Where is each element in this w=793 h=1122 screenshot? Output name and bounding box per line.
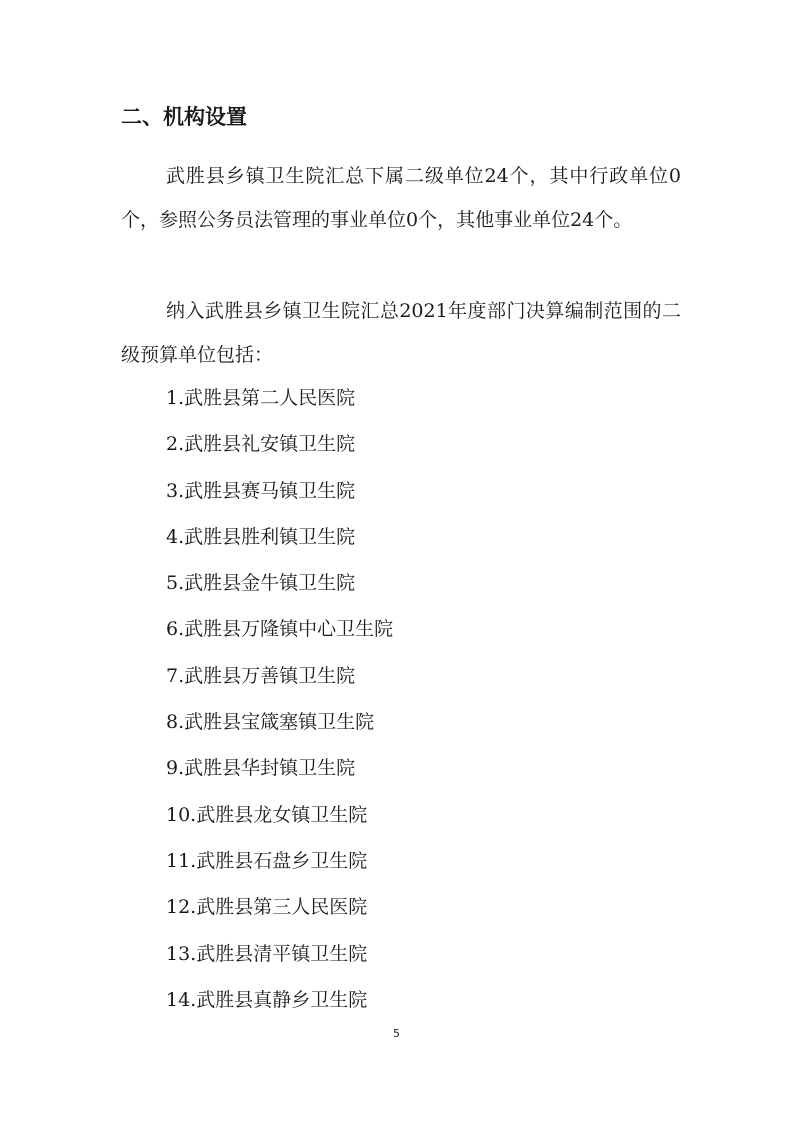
list-item: 8.武胜县宝箴塞镇卫生院	[166, 711, 375, 734]
list-item: 12.武胜县第三人民医院	[166, 896, 368, 919]
list-item: 11.武胜县石盘乡卫生院	[166, 849, 368, 872]
list-item: 7.武胜县万善镇卫生院	[166, 664, 356, 687]
list-item: 14.武胜县真静乡卫生院	[166, 988, 368, 1011]
list-item: 13.武胜县清平镇卫生院	[166, 942, 368, 965]
budget-unit-list	[166, 375, 393, 1023]
list-item: 3.武胜县赛马镇卫生院	[166, 479, 356, 502]
page-number: 5	[393, 1027, 400, 1040]
list-item: 1.武胜县第二人民医院	[166, 387, 356, 409]
list-item: 10.武胜县龙女镇卫生院	[166, 803, 368, 826]
list-item: 4.武胜县胜利镇卫生院	[166, 525, 356, 548]
list-item: 2.武胜县礼安镇卫生院	[166, 433, 356, 456]
list-item: 5.武胜县金牛镇卫生院	[166, 572, 356, 595]
list-item: 9.武胜县华封镇卫生院	[166, 757, 356, 780]
paragraph-scope-intro: 纳入武胜县乡镇卫生院汇总2021年度部门决算编制范围的二级预算单位包括：	[121, 300, 681, 366]
list-item: 6.武胜县万隆镇中心卫生院	[166, 618, 394, 641]
section-heading: 二、机构设置	[121, 105, 247, 129]
paragraph-unit-summary: 武胜县乡镇卫生院汇总下属二级单位24个，其中行政单位0个，参照公务员法管理的事业单位0个，其他事业单位24个。	[121, 165, 681, 231]
